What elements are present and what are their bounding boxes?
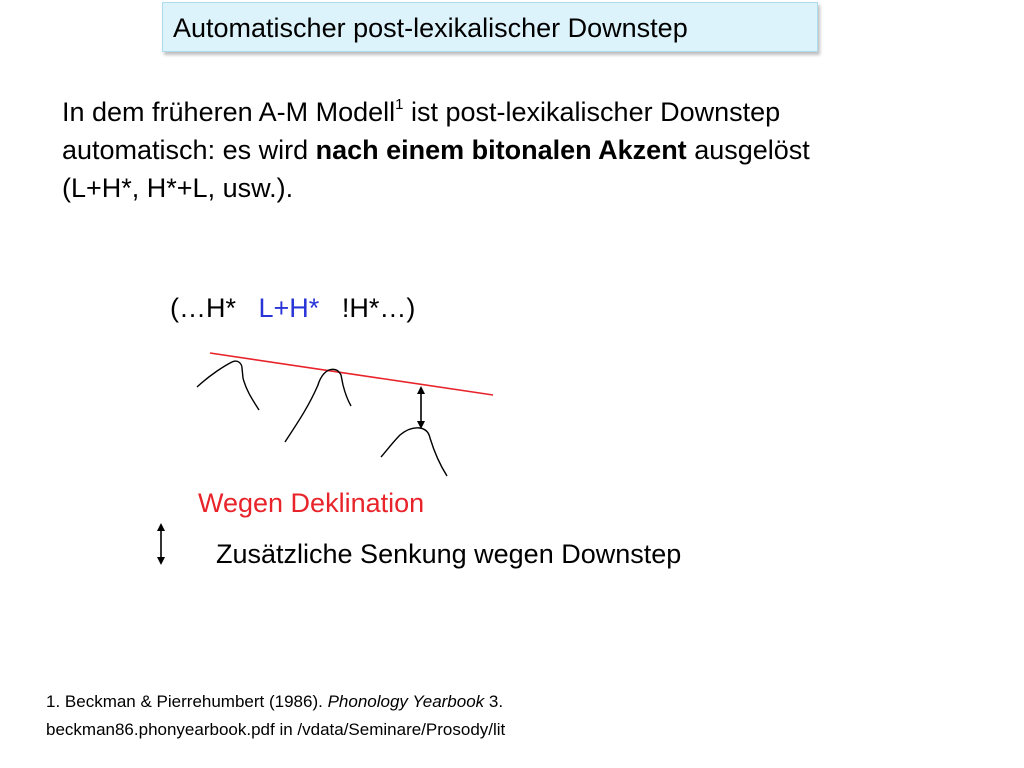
pitch-peak-2	[285, 369, 351, 442]
declination-line	[210, 353, 493, 395]
pitch-peak-1	[197, 361, 259, 410]
slide-title-text: Automatischer post-lexikalischer Downstep	[173, 13, 688, 43]
footnote-journal: Phonology Yearbook	[327, 692, 485, 711]
intro-bold-text: nach einem bitonalen Akzent	[315, 135, 687, 165]
footnote-ref: 1	[395, 96, 404, 113]
footnote-volume: 3.	[484, 692, 504, 711]
pitch-peak-3	[381, 428, 447, 476]
footnote-line-1	[46, 688, 505, 716]
declination-text: Wegen Deklination	[198, 488, 425, 518]
footnote-citation: 1. Beckman & Pierrehumbert (1986).	[46, 692, 328, 711]
notation-open: (…H*	[170, 293, 236, 323]
downstep-label	[216, 535, 681, 573]
intro-text-3: ausgelöst (L+H*, H*+L, usw.).	[62, 135, 810, 203]
footnote-line-2: beckman86.phonyearbook.pdf in /vdata/Seminare/Prosody/lit	[46, 720, 506, 739]
declination-label	[198, 484, 424, 522]
footnote	[46, 688, 505, 744]
intro-text-2: ist post-lexikalischer Downstep automatisch: es wird	[62, 97, 781, 165]
downstep-text: Zusätzliche Senkung wegen Downstep	[216, 539, 682, 569]
notation-downstepped: !H*…)	[341, 293, 416, 323]
notation-bitonal-accent: L+H*	[258, 293, 320, 323]
downstep-arrow-legend	[157, 523, 165, 565]
downstep-arrow-diagram	[417, 386, 425, 429]
intro-text-1: In dem früheren A-M Modell	[62, 97, 396, 127]
